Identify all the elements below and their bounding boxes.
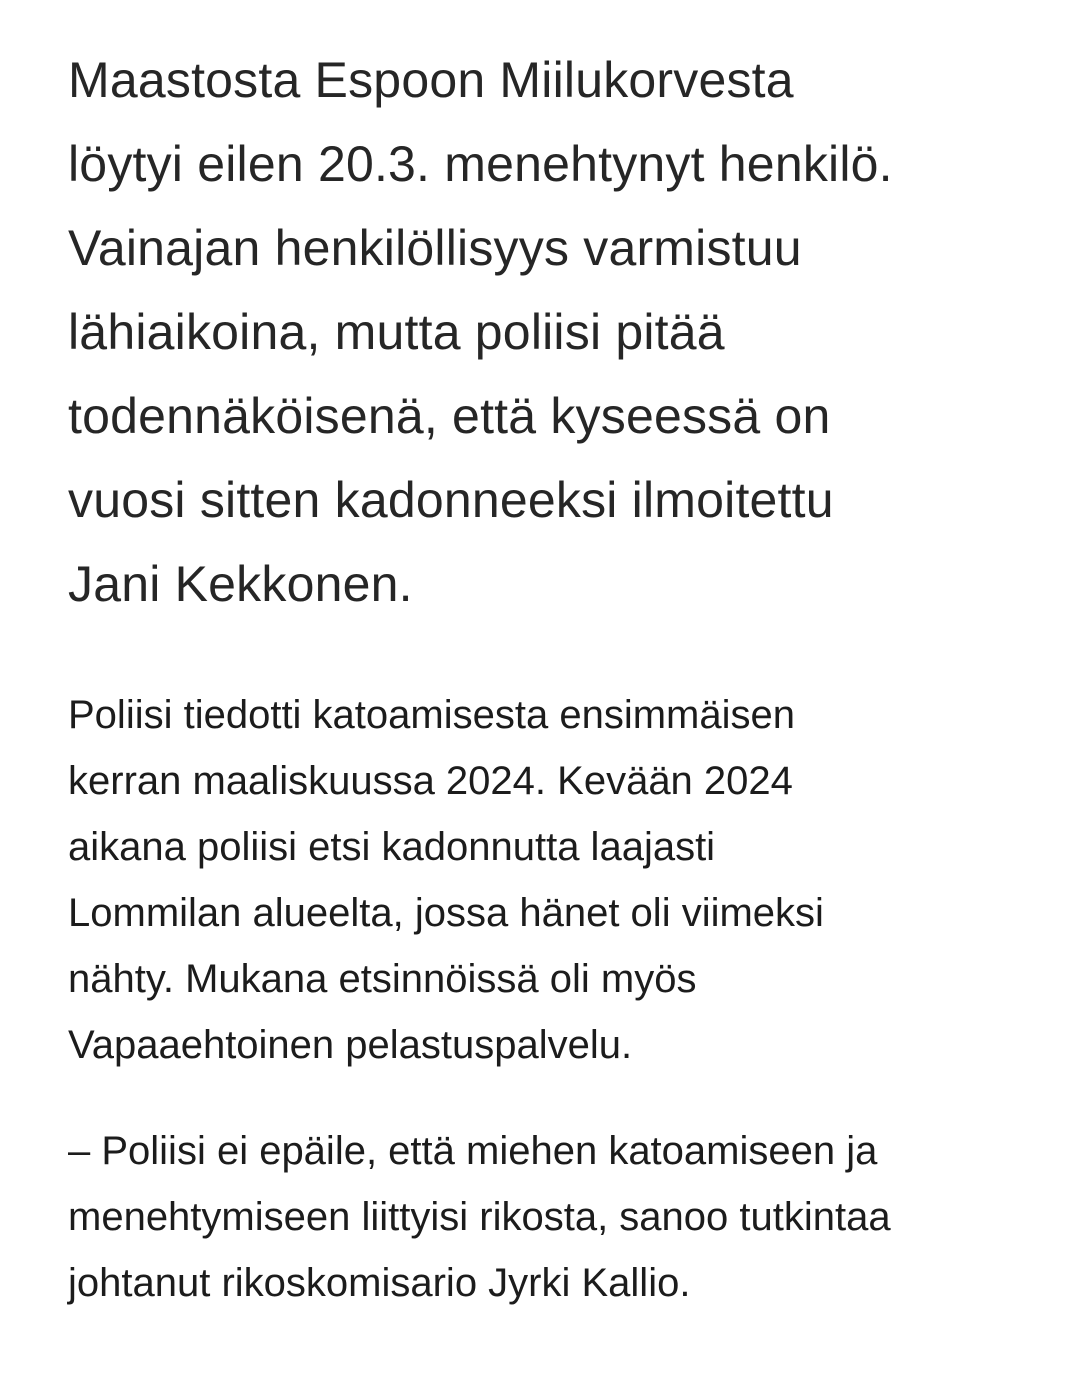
lead-line: vuosi sitten kadonneeksi ilmoitettu [68,472,834,528]
paragraph-line: Poliisi tiedotti katoamisesta ensimmäisen [68,693,795,737]
lead-line: Vainajan henkilöllisyys varmistuu [68,220,802,276]
paragraph-line: – Poliisi ei epäile, että miehen katoamiseen ja [68,1129,878,1173]
paragraph-line: Vapaaehtoinen pelastuspalvelu. [68,1023,633,1067]
lead-line: lähiaikoina, mutta poliisi pitää [68,304,725,360]
article-paragraph-search [68,682,1028,1078]
lead-line: Maastosta Espoon Miilukorvesta [68,52,794,108]
article-body [68,38,1028,1316]
paragraph-line: aikana poliisi etsi kadonnutta laajasti [68,825,716,869]
lead-line: Jani Kekkonen. [68,556,413,612]
article-paragraph-quote [68,1118,1028,1316]
paragraph-line: nähty. Mukana etsinnöissä oli myös [68,957,697,1001]
lead-line: löytyi eilen 20.3. menehtynyt henkilö. [68,136,893,192]
paragraph-line: johtanut rikoskomisario Jyrki Kallio. [68,1261,691,1305]
lead-line: todennäköisenä, että kyseessä on [68,388,831,444]
paragraph-line: kerran maaliskuussa 2024. Kevään 2024 [68,759,793,803]
article-lead [68,38,1028,626]
paragraph-line: Lommilan alueelta, jossa hänet oli viimeksi [68,891,824,935]
paragraph-line: menehtymiseen liittyisi rikosta, sanoo tutkintaa [68,1195,891,1239]
